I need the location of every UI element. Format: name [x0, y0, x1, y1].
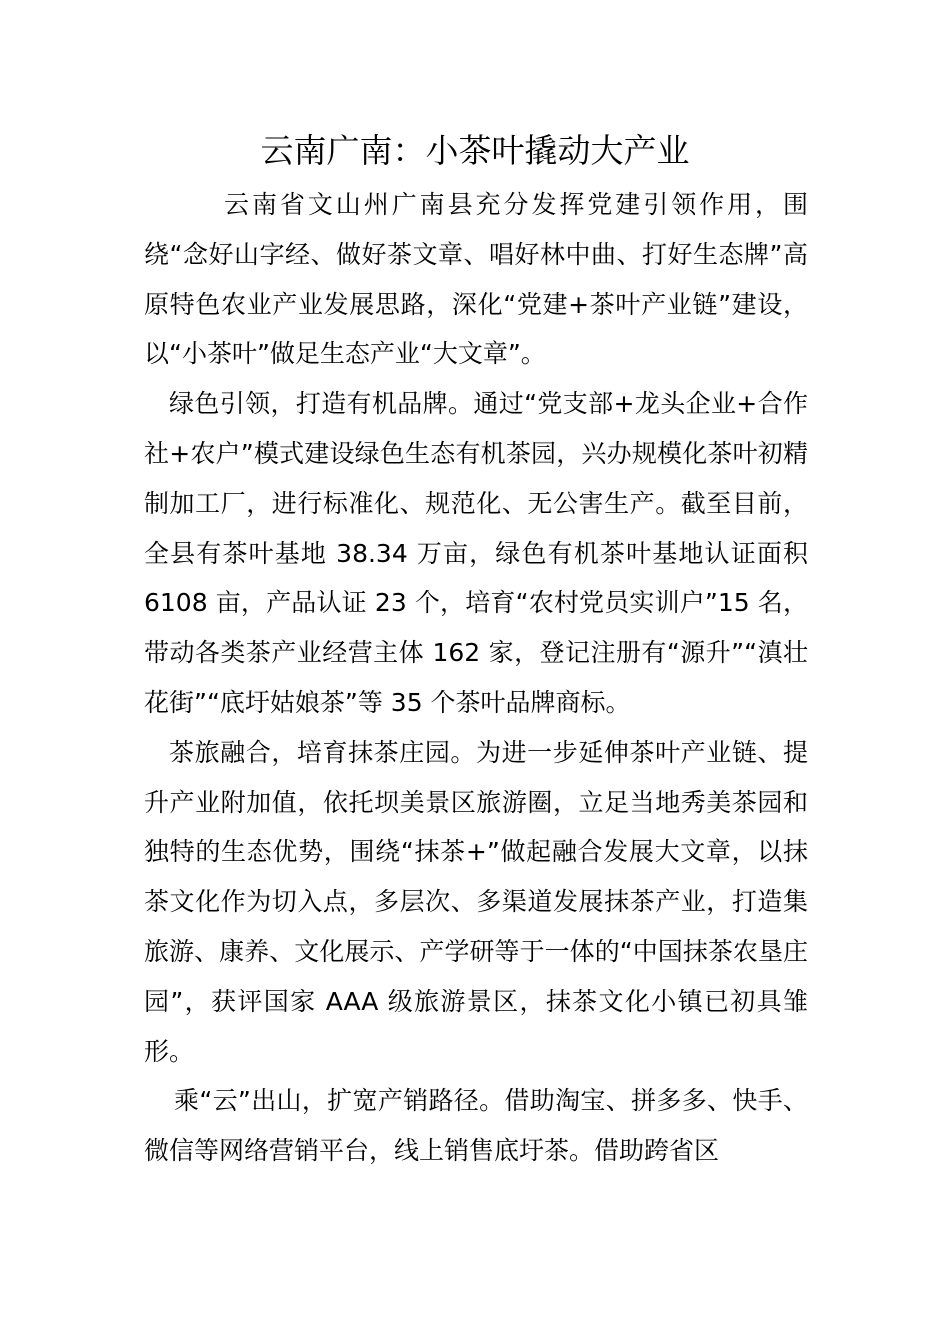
- document-title: 云南广南：小茶叶撬动大产业: [260, 131, 690, 170]
- paragraph-tea-tourism: 茶旅融合，培育抹茶庄园。为进一步延伸茶叶产业链、提升产业附加值，依托坝美景区旅游圈，立足当地秀美茶园和独特的生态优势，围绕“抹茶+”做起融合发展大文章，以抹茶文化作为切入点，多层次、多渠道发展抹茶产业，打造集旅游、康养、文化展示、产学研等于一体的“中国抹茶农垦庄园”，获评国家 AAA 级旅游景区，抹茶文化小镇已初具雏形。: [144, 737, 808, 1066]
- paragraph-online-sales: 乘“云”出山，扩宽产销路径。借助淘宝、拼多多、快手、微信等网络营销平台，线上销售底圩茶。借助跨省区: [144, 1086, 808, 1166]
- document-body: [144, 180, 808, 1176]
- paragraph-green-brand: 绿色引领，打造有机品牌。通过“党支部+龙头企业+合作社+农户”模式建设绿色生态有机茶园，兴办规模化茶叶初精制加工厂，进行标准化、规范化、无公害生产。截至目前，全县有茶叶基地 38.34 万亩，绿色有机茶叶基地认证面积 6108 亩，产品认证 23 个，培育“农村党员实训户”15 名，带动各类茶产业经营主体 162 家，登记注册有“源升”“滇壮花街”“底圩姑娘茶”等 35 个茶叶品牌商标。: [144, 389, 808, 717]
- paragraph-intro: 云南省文山州广南县充分发挥党建引领作用，围绕“念好山字经、做好茶文章、唱好林中曲、打好生态牌”高原特色农业产业发展思路，深化“党建+茶叶产业链”建设，以“小茶叶”做足生态产业“大文章”。: [144, 190, 808, 369]
